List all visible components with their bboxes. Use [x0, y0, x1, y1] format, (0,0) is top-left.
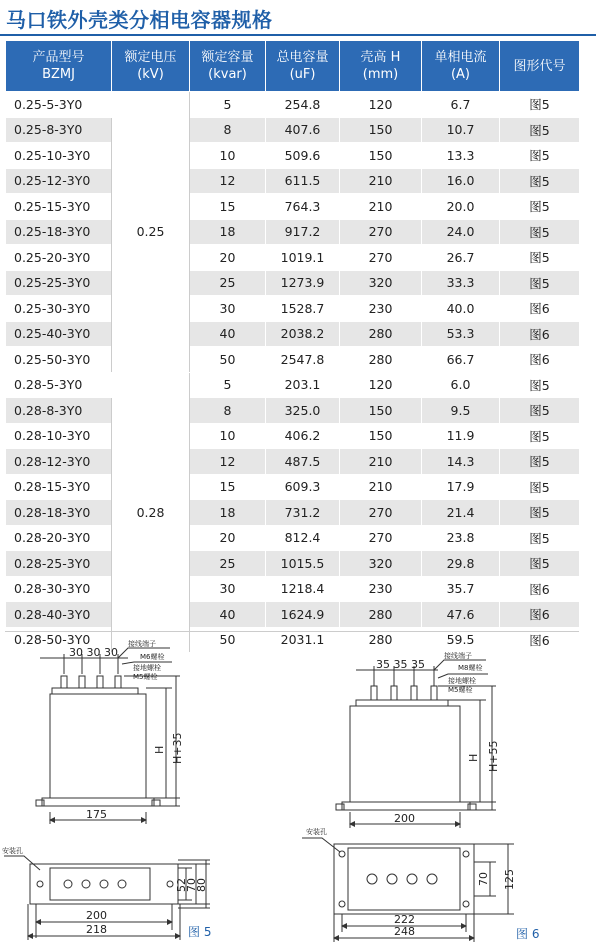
capacity-cell: 25: [190, 551, 266, 577]
header-unit: (kV): [137, 67, 164, 82]
table-row: [6, 219, 580, 245]
height-cell: 150: [340, 143, 422, 169]
fig5-h-label: H: [153, 745, 166, 754]
capacity-cell: 30: [190, 576, 266, 602]
figure-cell: 图5: [500, 449, 580, 475]
model-cell: 0.28-15-3Y0: [6, 474, 112, 500]
current-cell: 35.7: [422, 576, 500, 602]
figure-cell: 图5: [500, 423, 580, 449]
model-cell: 0.25-25-3Y0: [6, 270, 112, 296]
fig5-depth-inner-label: 52: [175, 878, 188, 892]
height-cell: 210: [340, 168, 422, 194]
table-row: [6, 296, 580, 322]
table-bottom-rule: [5, 631, 579, 632]
title-rule: [0, 34, 596, 36]
spec-table: [5, 40, 580, 653]
header-unit: (uF): [289, 67, 316, 82]
height-cell: 120: [340, 92, 422, 118]
header-unit: BZMJ: [42, 67, 75, 82]
height-cell: 150: [340, 423, 422, 449]
table-row: [6, 117, 580, 143]
figure-cell: 图5: [500, 474, 580, 500]
height-cell: 230: [340, 576, 422, 602]
figure-cell: 图5: [500, 168, 580, 194]
capacity-cell: 15: [190, 474, 266, 500]
fig5-top-view: [4, 856, 210, 940]
capacity-cell: 50: [190, 347, 266, 373]
fig6-mount-bolt-label: M5螺栓: [448, 686, 473, 694]
capacity-cell: 18: [190, 219, 266, 245]
current-cell: 14.3: [422, 449, 500, 475]
header-title: 图形代号: [513, 58, 566, 74]
table-row: [6, 525, 580, 551]
header-cell: [340, 41, 422, 92]
capacitance-cell: 1528.7: [266, 296, 340, 322]
header-unit: (mm): [362, 67, 399, 82]
table-row: [6, 270, 580, 296]
height-cell: 270: [340, 525, 422, 551]
table-row: [6, 143, 580, 169]
fig5-mount-label: 接地螺栓: [133, 664, 161, 672]
height-cell: 150: [340, 117, 422, 143]
height-cell: 280: [340, 321, 422, 347]
capacity-cell: 40: [190, 321, 266, 347]
table-row: [6, 347, 580, 373]
capacitance-cell: 609.3: [266, 474, 340, 500]
capacitance-cell: 731.2: [266, 500, 340, 526]
table-row: [6, 92, 580, 118]
height-cell: 320: [340, 551, 422, 577]
capacity-cell: 30: [190, 296, 266, 322]
current-cell: 47.6: [422, 602, 500, 628]
header-title: 壳高 H: [360, 50, 401, 65]
height-cell: 270: [340, 500, 422, 526]
header-cell: [266, 41, 340, 92]
capacity-cell: 20: [190, 245, 266, 271]
figure-cell: 图6: [500, 296, 580, 322]
fig5-caption: 图 5: [188, 925, 212, 939]
header-title: 产品型号: [32, 50, 85, 65]
current-cell: 11.9: [422, 423, 500, 449]
figure-cell: 图6: [500, 627, 580, 653]
height-cell: 210: [340, 194, 422, 220]
table-row: [6, 194, 580, 220]
height-cell: 230: [340, 296, 422, 322]
dimension-drawings: [0, 634, 596, 952]
capacitance-cell: 2031.1: [266, 627, 340, 653]
fig6-caption: 图 6: [516, 927, 540, 941]
current-cell: 23.8: [422, 525, 500, 551]
current-cell: 6.0: [422, 372, 500, 398]
height-cell: 270: [340, 245, 422, 271]
height-cell: 320: [340, 270, 422, 296]
current-cell: 66.7: [422, 347, 500, 373]
model-cell: 0.28-12-3Y0: [6, 449, 112, 475]
page-title: 马口铁外壳类分相电容器规格: [6, 8, 273, 32]
header-cell: [6, 41, 112, 92]
capacitance-cell: 407.6: [266, 117, 340, 143]
header-cell: [190, 41, 266, 92]
current-cell: 24.0: [422, 219, 500, 245]
height-cell: 280: [340, 347, 422, 373]
capacity-cell: 40: [190, 602, 266, 628]
fig6-overall-width-label: 248: [394, 925, 415, 938]
figure-cell: 图5: [500, 551, 580, 577]
capacitance-cell: 203.1: [266, 372, 340, 398]
capacity-cell: 10: [190, 143, 266, 169]
height-cell: 210: [340, 474, 422, 500]
table-row: [6, 321, 580, 347]
fig5-terminal-label: 接线端子: [128, 640, 156, 648]
fig6-base-width-label: 222: [394, 913, 415, 926]
table-body: [6, 92, 580, 653]
table-row: [6, 245, 580, 271]
current-cell: 10.7: [422, 117, 500, 143]
model-cell: 0.25-20-3Y0: [6, 245, 112, 271]
fig6-depth-outer-label: 125: [503, 869, 516, 890]
current-cell: 13.3: [422, 143, 500, 169]
current-cell: 29.8: [422, 551, 500, 577]
fig6-h-total-label: H+55: [487, 740, 500, 772]
current-cell: 6.7: [422, 92, 500, 118]
fig6-terminal-bolt-label: M8螺栓: [458, 664, 483, 672]
capacity-cell: 12: [190, 168, 266, 194]
capacitance-cell: 1015.5: [266, 551, 340, 577]
table-row: [6, 576, 580, 602]
capacitance-cell: 1273.9: [266, 270, 340, 296]
capacitance-cell: 325.0: [266, 398, 340, 424]
model-cell: 0.28-40-3Y0: [6, 602, 112, 628]
model-cell: 0.25-30-3Y0: [6, 296, 112, 322]
figure-cell: 图5: [500, 270, 580, 296]
fig5-body-width-label: 175: [86, 808, 107, 821]
fig5-depth-mid-label: 70: [185, 878, 198, 892]
capacitance-cell: 812.4: [266, 525, 340, 551]
fig6-depth-inner-label: 70: [477, 872, 490, 886]
table-row: [6, 372, 580, 398]
capacity-cell: 5: [190, 372, 266, 398]
figure-cell: 图6: [500, 602, 580, 628]
header-cell: [422, 41, 500, 92]
table-row: [6, 500, 580, 526]
fig6-body-width-label: 200: [394, 812, 415, 825]
model-cell: 0.25-40-3Y0: [6, 321, 112, 347]
current-cell: 9.5: [422, 398, 500, 424]
capacitance-cell: 2547.8: [266, 347, 340, 373]
height-cell: 210: [340, 449, 422, 475]
current-cell: 53.3: [422, 321, 500, 347]
model-cell: 0.25-5-3Y0: [6, 92, 112, 118]
capacity-cell: 18: [190, 500, 266, 526]
fig5-depth-outer-label: 80: [195, 878, 208, 892]
header-title: 单相电流: [434, 50, 487, 65]
figure-cell: 图5: [500, 92, 580, 118]
model-cell: 0.28-25-3Y0: [6, 551, 112, 577]
model-cell: 0.28-10-3Y0: [6, 423, 112, 449]
header-title: 额定电压: [124, 50, 177, 65]
current-cell: 17.9: [422, 474, 500, 500]
capacity-cell: 10: [190, 423, 266, 449]
capacitance-cell: 487.5: [266, 449, 340, 475]
figure-cell: 图5: [500, 194, 580, 220]
current-cell: 26.7: [422, 245, 500, 271]
height-cell: 120: [340, 372, 422, 398]
figure-cell: 图5: [500, 117, 580, 143]
fig5-hole-label: 安装孔: [2, 847, 23, 855]
model-cell: 0.28-30-3Y0: [6, 576, 112, 602]
height-cell: 270: [340, 219, 422, 245]
fig5-overall-width-label: 218: [86, 923, 107, 936]
fig5-terminal-bolt-label: M6螺栓: [140, 653, 165, 661]
capacity-cell: 8: [190, 117, 266, 143]
model-cell: 0.25-12-3Y0: [6, 168, 112, 194]
model-cell: 0.28-8-3Y0: [6, 398, 112, 424]
fig6-h-label: H: [467, 753, 480, 762]
fig6-hole-label: 安装孔: [306, 828, 327, 836]
capacitance-cell: 2038.2: [266, 321, 340, 347]
capacitance-cell: 1218.4: [266, 576, 340, 602]
fig5-spacing-label: 30 30 30: [69, 646, 118, 659]
table-row: [6, 423, 580, 449]
table-row: [6, 449, 580, 475]
model-cell: 0.28-5-3Y0: [6, 372, 112, 398]
fig6-front-labels: [376, 651, 500, 825]
model-cell: 0.25-10-3Y0: [6, 143, 112, 169]
capacity-cell: 8: [190, 398, 266, 424]
figure-cell: 图5: [500, 143, 580, 169]
header-title: 额定容量: [201, 50, 254, 65]
capacity-cell: 50: [190, 627, 266, 653]
current-cell: 16.0: [422, 168, 500, 194]
header-title: 总电容量: [276, 50, 329, 65]
capacitance-cell: 917.2: [266, 219, 340, 245]
capacitance-cell: 611.5: [266, 168, 340, 194]
figure-cell: 图5: [500, 500, 580, 526]
model-cell: 0.25-18-3Y0: [6, 219, 112, 245]
height-cell: 280: [340, 627, 422, 653]
current-cell: 40.0: [422, 296, 500, 322]
fig6-spacing-label: 35 35 35: [376, 658, 425, 671]
capacitance-cell: 764.3: [266, 194, 340, 220]
fig5-base-width-label: 200: [86, 909, 107, 922]
capacitance-cell: 254.8: [266, 92, 340, 118]
figure-cell: 图5: [500, 398, 580, 424]
model-cell: 0.25-50-3Y0: [6, 347, 112, 373]
capacity-cell: 25: [190, 270, 266, 296]
model-cell: 0.25-8-3Y0: [6, 117, 112, 143]
model-cell: 0.25-15-3Y0: [6, 194, 112, 220]
capacity-cell: 20: [190, 525, 266, 551]
model-cell: 0.28-20-3Y0: [6, 525, 112, 551]
current-cell: 59.5: [422, 627, 500, 653]
capacity-cell: 5: [190, 92, 266, 118]
model-cell: 0.28-18-3Y0: [6, 500, 112, 526]
capacity-cell: 15: [190, 194, 266, 220]
current-cell: 20.0: [422, 194, 500, 220]
capacity-cell: 12: [190, 449, 266, 475]
height-cell: 150: [340, 398, 422, 424]
figure-cell: 图6: [500, 321, 580, 347]
capacitance-cell: 509.6: [266, 143, 340, 169]
voltage-cell: 0.28: [112, 372, 190, 653]
header-unit: (kvar): [208, 67, 247, 82]
height-cell: 280: [340, 602, 422, 628]
figure-cell: 图6: [500, 576, 580, 602]
current-cell: 33.3: [422, 270, 500, 296]
capacitance-cell: 1624.9: [266, 602, 340, 628]
table-row: [6, 398, 580, 424]
fig5-front-view: [36, 648, 180, 824]
figure-cell: 图6: [500, 347, 580, 373]
fig5-h-total-label: H+35: [171, 732, 184, 764]
table-header-row: [6, 41, 580, 92]
fig5-front-labels: [69, 639, 184, 821]
figure-cell: 图5: [500, 372, 580, 398]
current-cell: 21.4: [422, 500, 500, 526]
fig6-terminal-label: 接线端子: [444, 652, 472, 660]
capacitance-cell: 406.2: [266, 423, 340, 449]
table-row: [6, 602, 580, 628]
figure-cell: 图5: [500, 525, 580, 551]
fig5-mount-bolt-label: M5螺栓: [133, 673, 158, 681]
capacitance-cell: 1019.1: [266, 245, 340, 271]
figure-cell: 图5: [500, 245, 580, 271]
header-cell: [500, 41, 580, 92]
fig6-mount-label: 接地螺栓: [448, 677, 476, 685]
figure-cell: 图5: [500, 219, 580, 245]
voltage-cell: 0.25: [112, 92, 190, 373]
table-row: [6, 551, 580, 577]
model-cell: 0.28-50-3Y0: [6, 627, 112, 653]
table-row: [6, 474, 580, 500]
table-row: [6, 168, 580, 194]
header-unit: (A): [450, 67, 471, 82]
header-cell: [112, 41, 190, 92]
